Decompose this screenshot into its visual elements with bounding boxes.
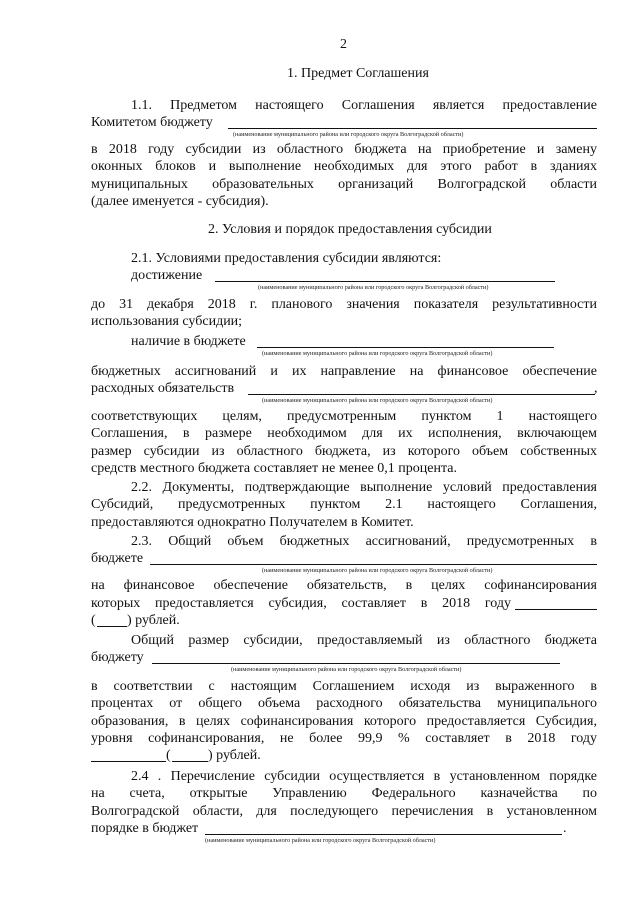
blank-field-budget-transfer xyxy=(205,834,562,835)
blank-field-amount-words-2 xyxy=(172,761,208,762)
paragraph-2-3-line-2: бюджете xyxy=(91,551,144,566)
blank-field-budget-subsidy xyxy=(152,663,560,664)
paragraph-1-1-line-4: оконных блоков и выполнение необходимых для этого работ в зданиях xyxy=(91,159,597,174)
paragraph-2-1-line-5: наличие в бюджете xyxy=(131,334,246,349)
paragraph-2-3b-line-7: ) рублей. xyxy=(208,748,261,763)
paragraph-2-1-line-4: использования субсидии; xyxy=(91,314,243,329)
paragraph-2-1-line-1: 2.1. Условиями предоставления субсидии являются: xyxy=(131,251,442,266)
paren-open-2: ( xyxy=(166,748,171,763)
section-1-title: 1. Предмет Соглашения xyxy=(287,66,429,81)
paragraph-2-1-line-2: достижение xyxy=(131,268,203,283)
paragraph-2-3b-line-2: бюджету xyxy=(91,650,144,665)
paragraph-2-3-line-3: на финансовое обеспечение обязательств, в целях софинансирования xyxy=(91,578,597,593)
paragraph-2-3b-line-5: образования, в целях софинансирования которого предоставляется Субсидия, xyxy=(91,714,597,729)
paragraph-2-1-line-8: соответствующих целям, предусмотренным пунктом 1 настоящего xyxy=(91,409,597,424)
paragraph-2-3b-line-1: Общий размер субсидии, предоставляемый из областного бюджета xyxy=(131,633,597,648)
paragraph-2-3b-line-3: в соответствии с настоящим Соглашением исходя из выраженного в xyxy=(91,679,597,694)
field-caption: (наименование муниципального района или городского округа Волгоградской области) xyxy=(262,397,493,404)
paragraph-2-3b-line-4: процентах от общего объема расходного обязательства муниципального xyxy=(91,696,597,711)
paragraph-2-1-line-7: расходных обязательств xyxy=(91,381,235,396)
blank-field-budget-total xyxy=(150,564,597,565)
paragraph-2-4-line-3: Волгоградской области, для последующего перечисления в установленном xyxy=(91,804,597,819)
paragraph-1-1-line-6: (далее именуется - субсидия). xyxy=(91,194,269,209)
paren-open: ( xyxy=(91,613,96,628)
paragraph-2-1-line-9: Соглашения, в размере необходимом для их исполнения, включающем xyxy=(91,426,597,441)
paragraph-2-2-line-1: 2.2. Документы, подтверждающие выполнение условий предоставления xyxy=(131,480,597,495)
paragraph-2-1-line-6: бюджетных ассигнований и их направление на финансовое обеспечение xyxy=(91,364,597,379)
blank-field-budget xyxy=(257,347,554,348)
paragraph-2-4-line-4: порядке в бюджет xyxy=(91,821,199,836)
period: . xyxy=(563,821,567,836)
paragraph-2-4-line-2: на счета, открытые Управлению Федерального казначейства по xyxy=(91,786,597,801)
blank-field-amount-words xyxy=(97,626,127,627)
paragraph-2-2-line-3: предоставляются однократно Получателем в Комитет. xyxy=(91,515,414,530)
paragraph-1-1-line-3: в 2018 году субсидии из областного бюджета на приобретение и замену xyxy=(91,142,597,157)
field-caption: (наименование муниципального района или городского округа Волгоградской области) xyxy=(205,837,436,844)
blank-field-obligations xyxy=(248,394,595,395)
paragraph-2-3-line-4: которых предоставляется субсидия, составляет в 2018 году xyxy=(91,596,511,611)
field-caption: (наименование муниципального района или городского округа Волгоградской области) xyxy=(262,567,493,574)
paragraph-2-1-line-11: средств местного бюджета составляет не менее 0,1 процента. xyxy=(91,461,458,476)
paragraph-1-1-line-2: Комитетом бюджету xyxy=(91,115,213,130)
field-caption: (наименование муниципального района или городского округа Волгоградской области) xyxy=(262,350,493,357)
blank-field-achievement xyxy=(215,281,555,282)
field-caption: (наименование муниципального района или городского округа Волгоградской области) xyxy=(233,131,464,138)
paragraph-2-3b-line-6: уровня софинансирования, не более 99,9 % составляет в 2018 году xyxy=(91,731,597,746)
field-caption: (наименование муниципального района или городского округа Волгоградской области) xyxy=(231,666,462,673)
comma: , xyxy=(594,381,598,396)
paragraph-2-4-line-1: 2.4 . Перечисление субсидии осуществляется в установленном порядке xyxy=(131,769,597,784)
blank-field-amount-2 xyxy=(91,761,166,762)
blank-field-municipality xyxy=(228,128,597,129)
blank-field-amount xyxy=(515,609,597,610)
paragraph-1-1-line-5: муниципальных образовательных организаций Волгоградской области xyxy=(91,177,597,192)
page-number: 2 xyxy=(340,37,347,52)
paragraph-2-2-line-2: Субсидий, предусмотренных пунктом 2.1 настоящего Соглашения, xyxy=(91,497,597,512)
paragraph-2-3-line-5: ) рублей. xyxy=(127,613,180,628)
paragraph-1-1-line-1: 1.1. Предметом настоящего Соглашения является предоставление xyxy=(131,98,597,113)
section-2-title: 2. Условия и порядок предоставления субсидии xyxy=(208,222,492,237)
field-caption: (наименование муниципального района или городского округа Волгоградской области) xyxy=(258,284,489,291)
paragraph-2-1-line-3: до 31 декабря 2018 г. планового значения показателя результативности xyxy=(91,297,597,312)
paragraph-2-1-line-10: размер субсидии из областного бюджета, из которого объем собственных xyxy=(91,444,597,459)
paragraph-2-3-line-1: 2.3. Общий объем бюджетных ассигнований, предусмотренных в xyxy=(131,534,597,549)
